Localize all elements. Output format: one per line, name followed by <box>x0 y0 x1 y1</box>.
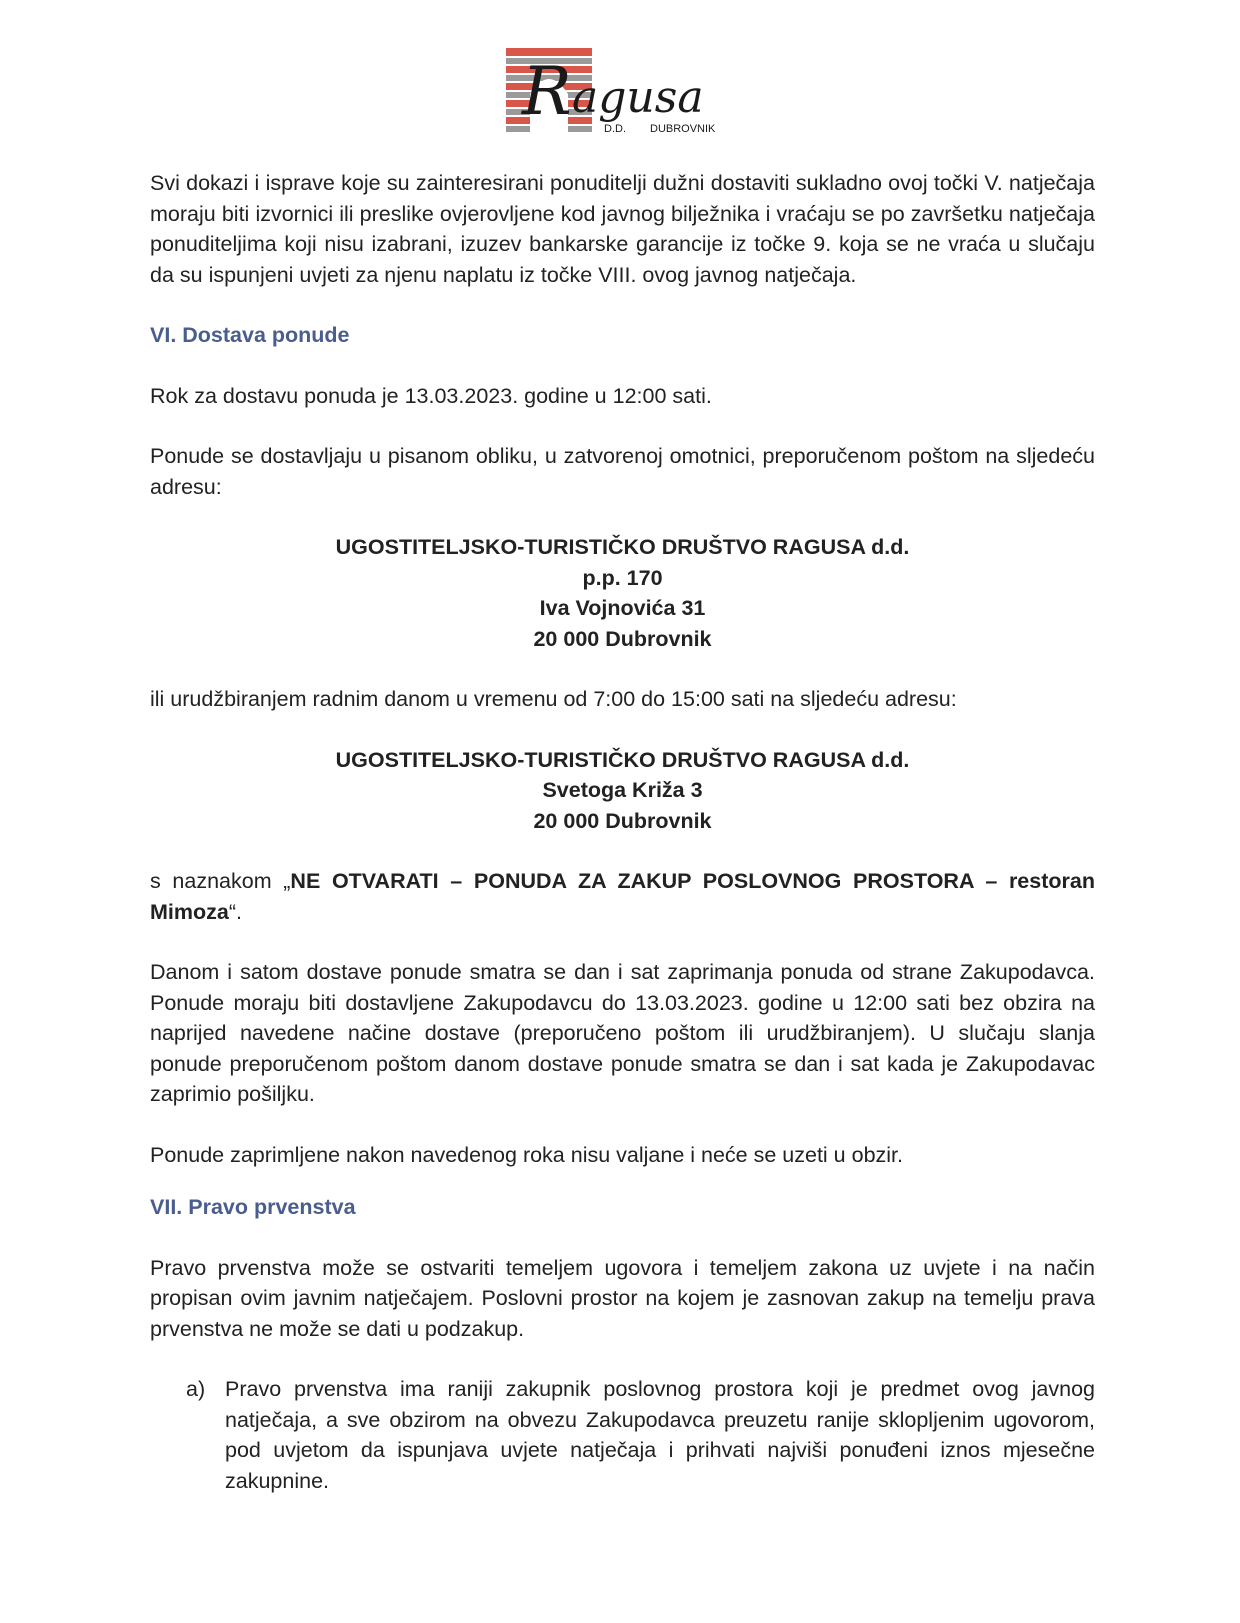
paragraph-receipt-time: Danom i satom dostave ponude smatra se dan i sat zaprimanja ponuda od strane Zakupodavca. Ponude moraju biti dostavljene Zakupodavcu do 13.03.2023. godine u 12:00 sati bez obzira na naprijed navedene načine dostave (preporučeno poštom ili urudžbiranjem). U slučaju slanja ponude preporučenom poštom danom dostave ponude smatra se dan i sat kada je Zakupodavac zaprimio pošiljku. <box>150 960 1095 1106</box>
paragraph-registry-delivery: ili urudžbiranjem radnim danom u vremenu od 7:00 do 15:00 sati na sljedeću adresu: <box>150 687 957 711</box>
registry-address-block <box>150 745 1095 837</box>
envelope-label-prefix: s naznakom „ <box>150 869 291 893</box>
paragraph-priority-right: Pravo prvenstva može se ostvariti temeljem ugovora i temeljem zakona uz uvjete i na način propisan ovim javnim natječajem. Poslovni prostor na kojem je zasnovan zakup na temelju prava prvenstva ne može se dati u podzakup. <box>150 1255 1095 1341</box>
address-line: 20 000 Dubrovnik <box>533 626 712 651</box>
paragraph-evidence: Svi dokazi i isprave koje su zainteresirani ponuditelji dužni dostaviti sukladno ovoj točki V. natječaja moraju biti izvornici ili preslike ovjerovljene kod javnog bilježnika i vraćaju se po završetku natječaja ponuditeljima koji nisu izabrani, izuzev bankarske garancije iz točke 9. koja se ne vraća u slučaju da su ispunjeni uvjeti za njenu naplatu iz točke VIII. ovog javnog natječaja. <box>150 171 1095 287</box>
paragraph-delivery-method: Ponude se dostavljaju u pisanom obliku, u zatvorenoj omotnici, preporučenom poštom na sljedeću adresu: <box>150 444 1095 499</box>
postal-address-block <box>150 532 1095 654</box>
section-heading-vi: VI. Dostava ponude <box>150 323 350 347</box>
document-body <box>150 168 1095 1496</box>
priority-list <box>150 1374 1095 1496</box>
address-line: UGOSTITELJSKO-TURISTIČKO DRUŠTVO RAGUSA d.d. <box>335 535 910 559</box>
address-line: UGOSTITELJSKO-TURISTIČKO DRUŠTVO RAGUSA d.d. <box>335 747 910 772</box>
list-item-text: Pravo prvenstva ima raniji zakupnik poslovnog prostora koji je predmet ovog javnog natječaja, a sve obzirom na obvezu Zakupodavca preuzetu ranije sklopljenim ugovorom, pod uvjetom da ispunjava uvjete natječaja i prihvati najviši ponuđeni iznos mjesečne zakupnine. <box>225 1377 1095 1493</box>
logo-suffix: D.D. <box>604 123 626 135</box>
address-line: 20 000 Dubrovnik <box>533 808 712 833</box>
envelope-label-text: NE OTVARATI – PONUDA ZA ZAKUP POSLOVNOG PROSTORA – restoran Mimoza <box>150 869 1095 924</box>
logo-r-letter: R <box>522 53 572 130</box>
address-line: Iva Vojnovića 31 <box>539 596 706 620</box>
section-heading-vii: VII. Pravo prvenstva <box>150 1195 356 1219</box>
envelope-label-suffix: “. <box>228 899 242 924</box>
logo-city: DUBROVNIK <box>650 123 716 135</box>
address-line: Svetoga Križa 3 <box>542 778 703 802</box>
paragraph-late-offers: Ponude zaprimljene nakon navedenog roka nisu valjane i neće se uzeti u obzir. <box>150 1142 903 1167</box>
list-item <box>150 1374 1095 1496</box>
list-item-marker: a) <box>186 1377 206 1401</box>
logo-graphic <box>500 44 740 144</box>
paragraph-deadline: Rok za dostavu ponuda je 13.03.2023. godine u 12:00 sati. <box>150 383 712 408</box>
logo-brand-text: agusa <box>572 72 704 123</box>
address-line: p.p. 170 <box>582 565 663 590</box>
paragraph-envelope-label <box>150 866 1095 927</box>
ragusa-logo <box>500 44 740 144</box>
